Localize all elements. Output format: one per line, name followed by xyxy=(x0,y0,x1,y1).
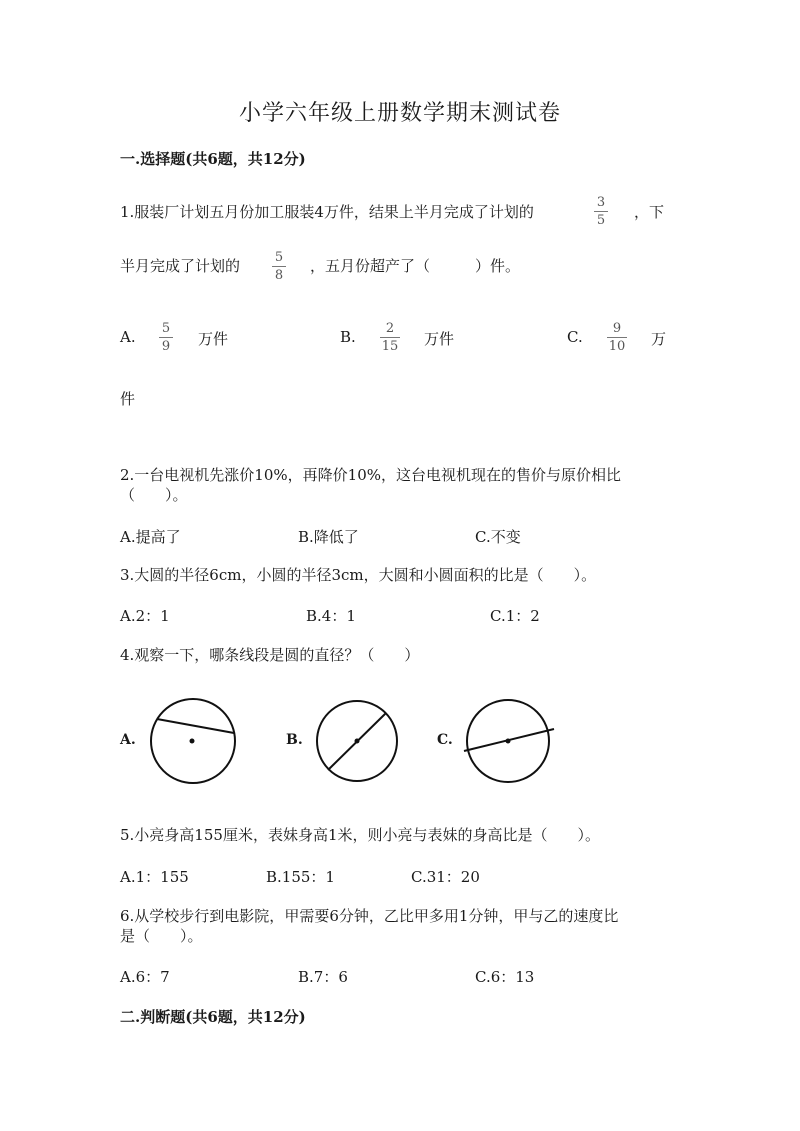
q4-option-c-label[interactable]: C. xyxy=(437,732,453,748)
q6-line1: 6.从学校步行到电影院，甲需要6分钟，乙比甲多用1分钟，甲与乙的速度比 xyxy=(120,907,619,925)
center-dot xyxy=(355,739,360,744)
frac-bar xyxy=(380,337,400,338)
q1-option-c-unit-wrap: 件 xyxy=(120,390,136,408)
q1-option-a-fraction xyxy=(159,321,173,354)
frac-numerator: 3 xyxy=(596,195,606,210)
q1-line2-text: 半月完成了计划的 xyxy=(120,257,241,275)
q5-text: 5.小亮身高155厘米，表妹身高1米，则小亮与表妹的身高比是（ ）。 xyxy=(120,826,600,844)
q3-option-b[interactable]: B.4：1 xyxy=(306,607,356,625)
frac-bar xyxy=(272,266,286,267)
frac-denominator: 9 xyxy=(161,339,171,354)
q1-line2-end: ，五月份超产了（ ）件。 xyxy=(310,257,521,275)
q1-option-b-label[interactable]: B. xyxy=(340,328,356,346)
q4-circle-b-figure[interactable] xyxy=(310,695,410,790)
q5-option-c[interactable]: C.31：20 xyxy=(411,868,480,886)
q2-line1: 2.一台电视机先涨价10%，再降价10%，这台电视机现在的售价与原价相比 xyxy=(120,466,621,484)
q4-option-a-label[interactable]: A. xyxy=(120,732,136,748)
frac-bar xyxy=(159,337,173,338)
q1-fraction-3-5 xyxy=(594,195,608,228)
q1-option-a-unit: 万件 xyxy=(198,330,229,348)
q4-circle-c-figure[interactable] xyxy=(460,695,560,790)
frac-bar xyxy=(607,337,627,338)
q4-option-b-label[interactable]: B. xyxy=(286,732,303,748)
q3-option-a[interactable]: A.2：1 xyxy=(120,607,170,625)
q1-line1-text: 1.服装厂计划五月份加工服装4万件，结果上半月完成了计划的 xyxy=(120,203,534,221)
q3-option-c[interactable]: C.1：2 xyxy=(490,607,540,625)
frac-numerator: 2 xyxy=(385,321,395,336)
center-dot xyxy=(190,739,195,744)
q1-option-b-fraction xyxy=(380,321,400,354)
q1-option-a-label[interactable]: A. xyxy=(120,328,136,346)
q2-line2: （ ）。 xyxy=(120,486,188,504)
q1-option-c-label[interactable]: C. xyxy=(567,328,583,346)
q3-text: 3.大圆的半径6cm，小圆的半径3cm，大圆和小圆面积的比是（ ）。 xyxy=(120,566,597,584)
q5-option-b[interactable]: B.155：1 xyxy=(266,868,335,886)
q4-text: 4.观察一下，哪条线段是圆的直径？（ ） xyxy=(120,646,420,664)
chord-line xyxy=(157,719,234,733)
frac-denominator: 5 xyxy=(596,213,606,228)
q6-option-c[interactable]: C.6：13 xyxy=(475,968,535,986)
q1-option-c-unit: 万 xyxy=(651,330,667,348)
q1-option-b-unit: 万件 xyxy=(424,330,455,348)
q1-fraction-5-8 xyxy=(272,250,286,283)
section-heading-judgment: 二.判断题(共6题，共12分) xyxy=(120,1008,306,1026)
frac-numerator: 9 xyxy=(612,321,622,336)
frac-numerator: 5 xyxy=(161,321,171,336)
center-dot xyxy=(506,739,511,744)
q2-option-a[interactable]: A.提高了 xyxy=(120,528,181,546)
frac-numerator: 5 xyxy=(274,250,284,265)
section-heading-choice: 一.选择题(共6题，共12分) xyxy=(120,150,306,168)
q4-circle-a-figure[interactable] xyxy=(145,695,245,790)
page-title: 小学六年级上册数学期末测试卷 xyxy=(238,101,561,126)
frac-bar xyxy=(594,211,608,212)
frac-denominator: 8 xyxy=(274,268,284,283)
q2-option-b[interactable]: B.降低了 xyxy=(298,528,359,546)
q1-line1-end: ，下 xyxy=(634,203,665,221)
q6-option-b[interactable]: B.7：6 xyxy=(298,968,348,986)
frac-denominator: 15 xyxy=(381,339,399,354)
q2-option-c[interactable]: C.不变 xyxy=(475,528,521,546)
q6-line2: 是（ ）。 xyxy=(120,927,203,945)
frac-denominator: 10 xyxy=(608,339,626,354)
q6-option-a[interactable]: A.6：7 xyxy=(120,968,170,986)
q5-option-a[interactable]: A.1：155 xyxy=(120,868,189,886)
q1-option-c-fraction xyxy=(607,321,627,354)
